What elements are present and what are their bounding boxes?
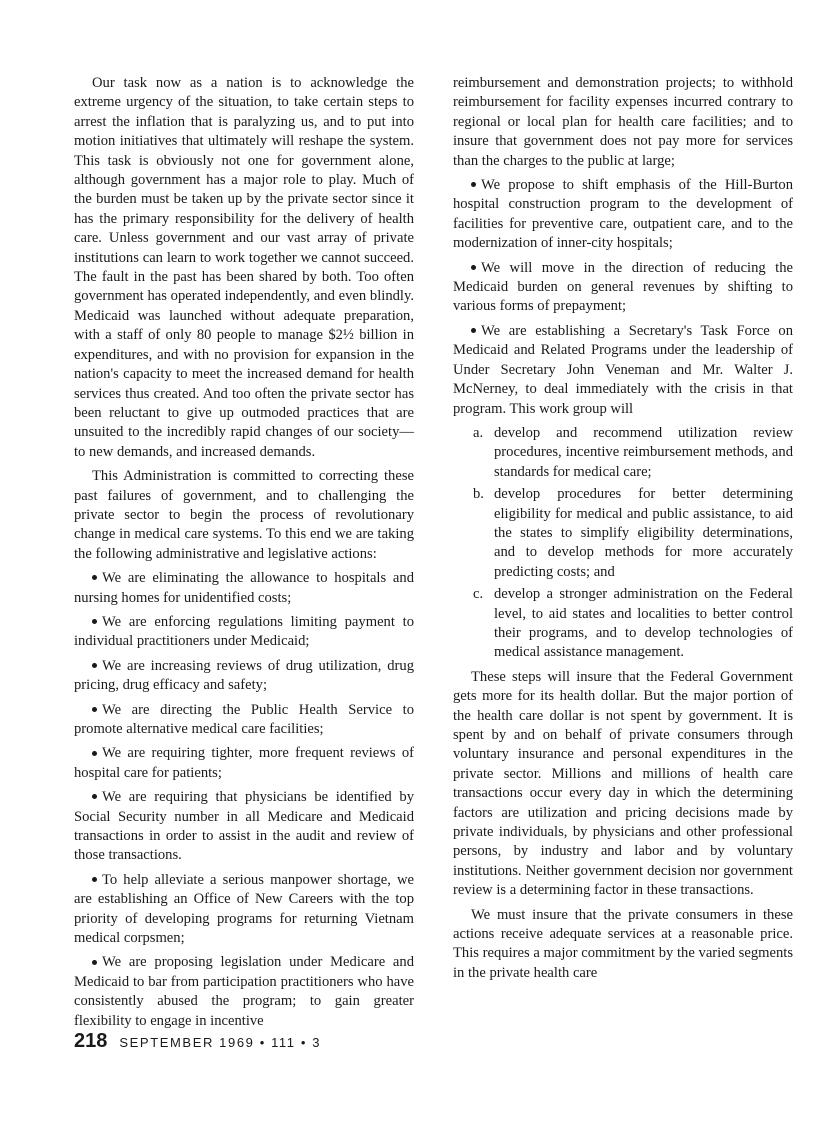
bullet-icon (92, 663, 97, 668)
bullet-item (453, 259, 793, 317)
bullet-item (74, 871, 414, 949)
bullet-text: We are establishing a Secretary's Task Force on Medicaid and Related Programs under the leadership of Under Secretary John Veneman and Mr. Walter J. McNerney, to deal immediately with the crisis in that program. This work group will (453, 322, 793, 417)
bullet-text: To help alleviate a serious manpower shortage, we are establishing an Office of New Careers with the top priority of developing programs for returning Vietnam medical corpsmen; (74, 871, 414, 947)
left-column (74, 74, 414, 1036)
continued-paragraph: reimbursement and demonstration projects; to withhold reimbursement for facility expenses incurred contrary to regional or local plan for health care facilities; and to insure that government does not pay more for services than the charges to the public at large; (453, 75, 793, 169)
bullet-item (453, 322, 793, 419)
page-number: 218 (74, 1030, 108, 1052)
sub-item-letter: b. (473, 486, 484, 503)
body-paragraph: These steps will insure that the Federal Government gets more for its health dollar. But the major portion of the health care dollar is not spent by government. It is spent by and on behalf of private consumers through voluntary insurance and personal expenditures in the private sector. Millions and millions of health care transactions occur every day in which the determining factors are utilization and pricing decisions made by private individuals, by physicians and other professional persons, by industry and labor and by voluntary institutions. Neither government decision nor government review is a determining factor in these transactions. (453, 668, 793, 899)
bullet-icon (471, 265, 476, 270)
sub-list-item (473, 424, 793, 482)
sub-item-text: develop and recommend utilization review procedures, incentive reimbursement methods, and standards for medical care; (494, 424, 793, 480)
bullet-item (74, 701, 414, 740)
bullet-icon (92, 751, 97, 756)
bullet-icon (92, 877, 97, 882)
bullet-item (453, 176, 793, 254)
bullet-text: We propose to shift emphasis of the Hill-Burton hospital construction program to the development of facilities for preventive care, outpatient care, and to the modernization of inner-city hospitals; (453, 177, 793, 252)
bullet-item (74, 569, 414, 608)
sub-item-text: develop procedures for better determining eligibility for medical and public assistance, to aid the states to simplify eligibility determinations, and to develop methods for more accurately predicting costs; and (494, 486, 793, 580)
bullet-icon (471, 328, 476, 333)
bullet-icon (92, 575, 97, 580)
page-footer (74, 1030, 321, 1053)
bullet-item (74, 788, 414, 866)
bullet-text: We are increasing reviews of drug utilization, drug pricing, drug efficacy and safety; (74, 657, 414, 694)
bullet-item (74, 744, 414, 783)
bullet-text: We are requiring tighter, more frequent reviews of hospital care for patients; (74, 745, 414, 781)
sub-item-text: develop a stronger administration on the Federal level, to aid states and localities to better control their programs, and to develop technologies of medical assistance management. (494, 586, 793, 661)
body-paragraph: This Administration is committed to correcting these past failures of government, and to challenging the private sector to begin the process of revolutionary change in medical care systems. To this end we are taking the following administrative and legislative actions: (74, 468, 414, 562)
bullet-text: We are requiring that physicians be identified by Social Security number in all Medicare and Medicaid transactions in order to assist in the audit and review of those transactions. (74, 789, 414, 864)
bullet-item (74, 953, 414, 1031)
body-paragraph: We must insure that the private consumers in these actions receive adequate services at a reasonable price. This requires a major commitment by the varied segments in the private health care (453, 906, 793, 981)
bullet-item (74, 613, 414, 652)
bullet-icon (92, 794, 97, 799)
bullet-icon (92, 707, 97, 712)
bullet-icon (92, 960, 97, 965)
bullet-icon (471, 182, 476, 187)
bullet-text: We will move in the direction of reducing the Medicaid burden on general revenues by shifting to various forms of prepayment; (453, 259, 793, 315)
body-paragraph: Our task now as a nation is to acknowledge the extreme urgency of the situation, to take certain steps to arrest the inflation that is paralyzing us, and to put into motion initiatives that ultimately will reshape the system. This task is obviously not one for government alone, although government has a major role to play. Much of the burden must be taken up by the private sector since it has the primary responsibility for the delivery of health care. Unless government and our vast array of private institutions can learn to work together we cannot succeed. The fault in the past has been shared by both. Too often government has operated independently, and even blindly. Medicaid was launched without adequate preparation, with a staff of only 80 people to manage $2½ billion in expenditures, and with no provision for expansion in the nation's capacity to meet the increased demand for health services thus created. And too often the private sector has been reluctant to give up outmoded practices that are unsuited to the incredibly rapid changes of our society—to new demands, and increased demands. (74, 75, 414, 460)
bullet-text: We are directing the Public Health Service to promote alternative medical care facilities; (74, 701, 414, 737)
sub-list-item (473, 585, 793, 663)
bullet-text: We are eliminating the allowance to hospitals and nursing homes for unidentified costs; (74, 570, 414, 606)
right-column (453, 74, 793, 988)
sub-item-letter: c. (473, 586, 484, 603)
bullet-icon (92, 619, 97, 624)
bullet-text: We are enforcing regulations limiting payment to individual practitioners under Medicaid; (74, 613, 414, 650)
sub-list-item (473, 485, 793, 582)
issue-info: SEPTEMBER 1969 • 111 • 3 (119, 1035, 322, 1050)
sub-item-letter: a. (473, 424, 484, 441)
bullet-item (74, 657, 414, 696)
sub-list (473, 424, 793, 663)
bullet-text: We are proposing legislation under Medicare and Medicaid to bar from participation practitioners who have consistently abused the program; to gain greater flexibility to engage in incentive (74, 954, 414, 1029)
